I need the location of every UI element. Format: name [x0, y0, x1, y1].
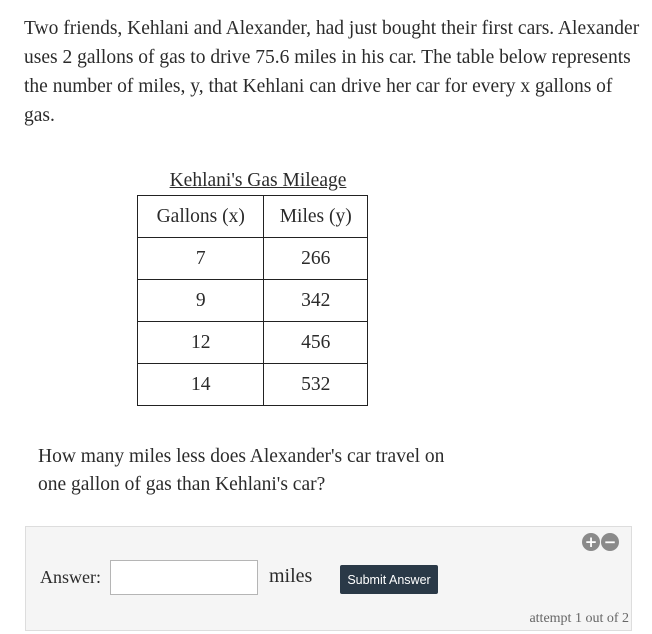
table-cell-miles: 532: [264, 364, 368, 406]
table-cell-gallons: 7: [138, 238, 264, 280]
mileage-table-container: [137, 170, 369, 406]
table-row: [138, 322, 368, 364]
table-header-gallons: Gallons (x): [138, 196, 264, 238]
answer-panel: [25, 526, 632, 631]
attempt-counter: attempt 1 out of 2: [529, 611, 629, 626]
expand-controls: [582, 533, 619, 551]
table-cell-miles: 456: [264, 322, 368, 364]
table-title: Kehlani's Gas Mileage: [169, 170, 347, 191]
mileage-table: [137, 195, 368, 406]
submit-answer-button[interactable]: Submit Answer: [340, 565, 438, 594]
table-cell-miles: 266: [264, 238, 368, 280]
answer-input[interactable]: [110, 560, 258, 595]
plus-icon[interactable]: +: [582, 533, 600, 551]
table-row: [138, 238, 368, 280]
table-header-miles: Miles (y): [264, 196, 368, 238]
table-cell-gallons: 14: [138, 364, 264, 406]
question-text: How many miles less does Alexander's car travel on one gallon of gas than Kehlani's car?: [38, 446, 445, 495]
table-cell-gallons: 12: [138, 322, 264, 364]
answer-label: Answer:: [40, 567, 101, 587]
table-row: [138, 364, 368, 406]
problem-intro: Two friends, Kehlani and Alexander, had just bought their first cars. Alexander uses 2 gallons of gas to drive 75.6 miles in his car. The table below represents the number of miles, y, that Kehlani can drive her car for every x gallons of gas.: [24, 18, 640, 126]
table-cell-gallons: 9: [138, 280, 264, 322]
table-row: [138, 280, 368, 322]
table-header-row: [138, 196, 368, 238]
table-cell-miles: 342: [264, 280, 368, 322]
minus-icon[interactable]: −: [601, 533, 619, 551]
units-label: miles: [269, 565, 313, 587]
